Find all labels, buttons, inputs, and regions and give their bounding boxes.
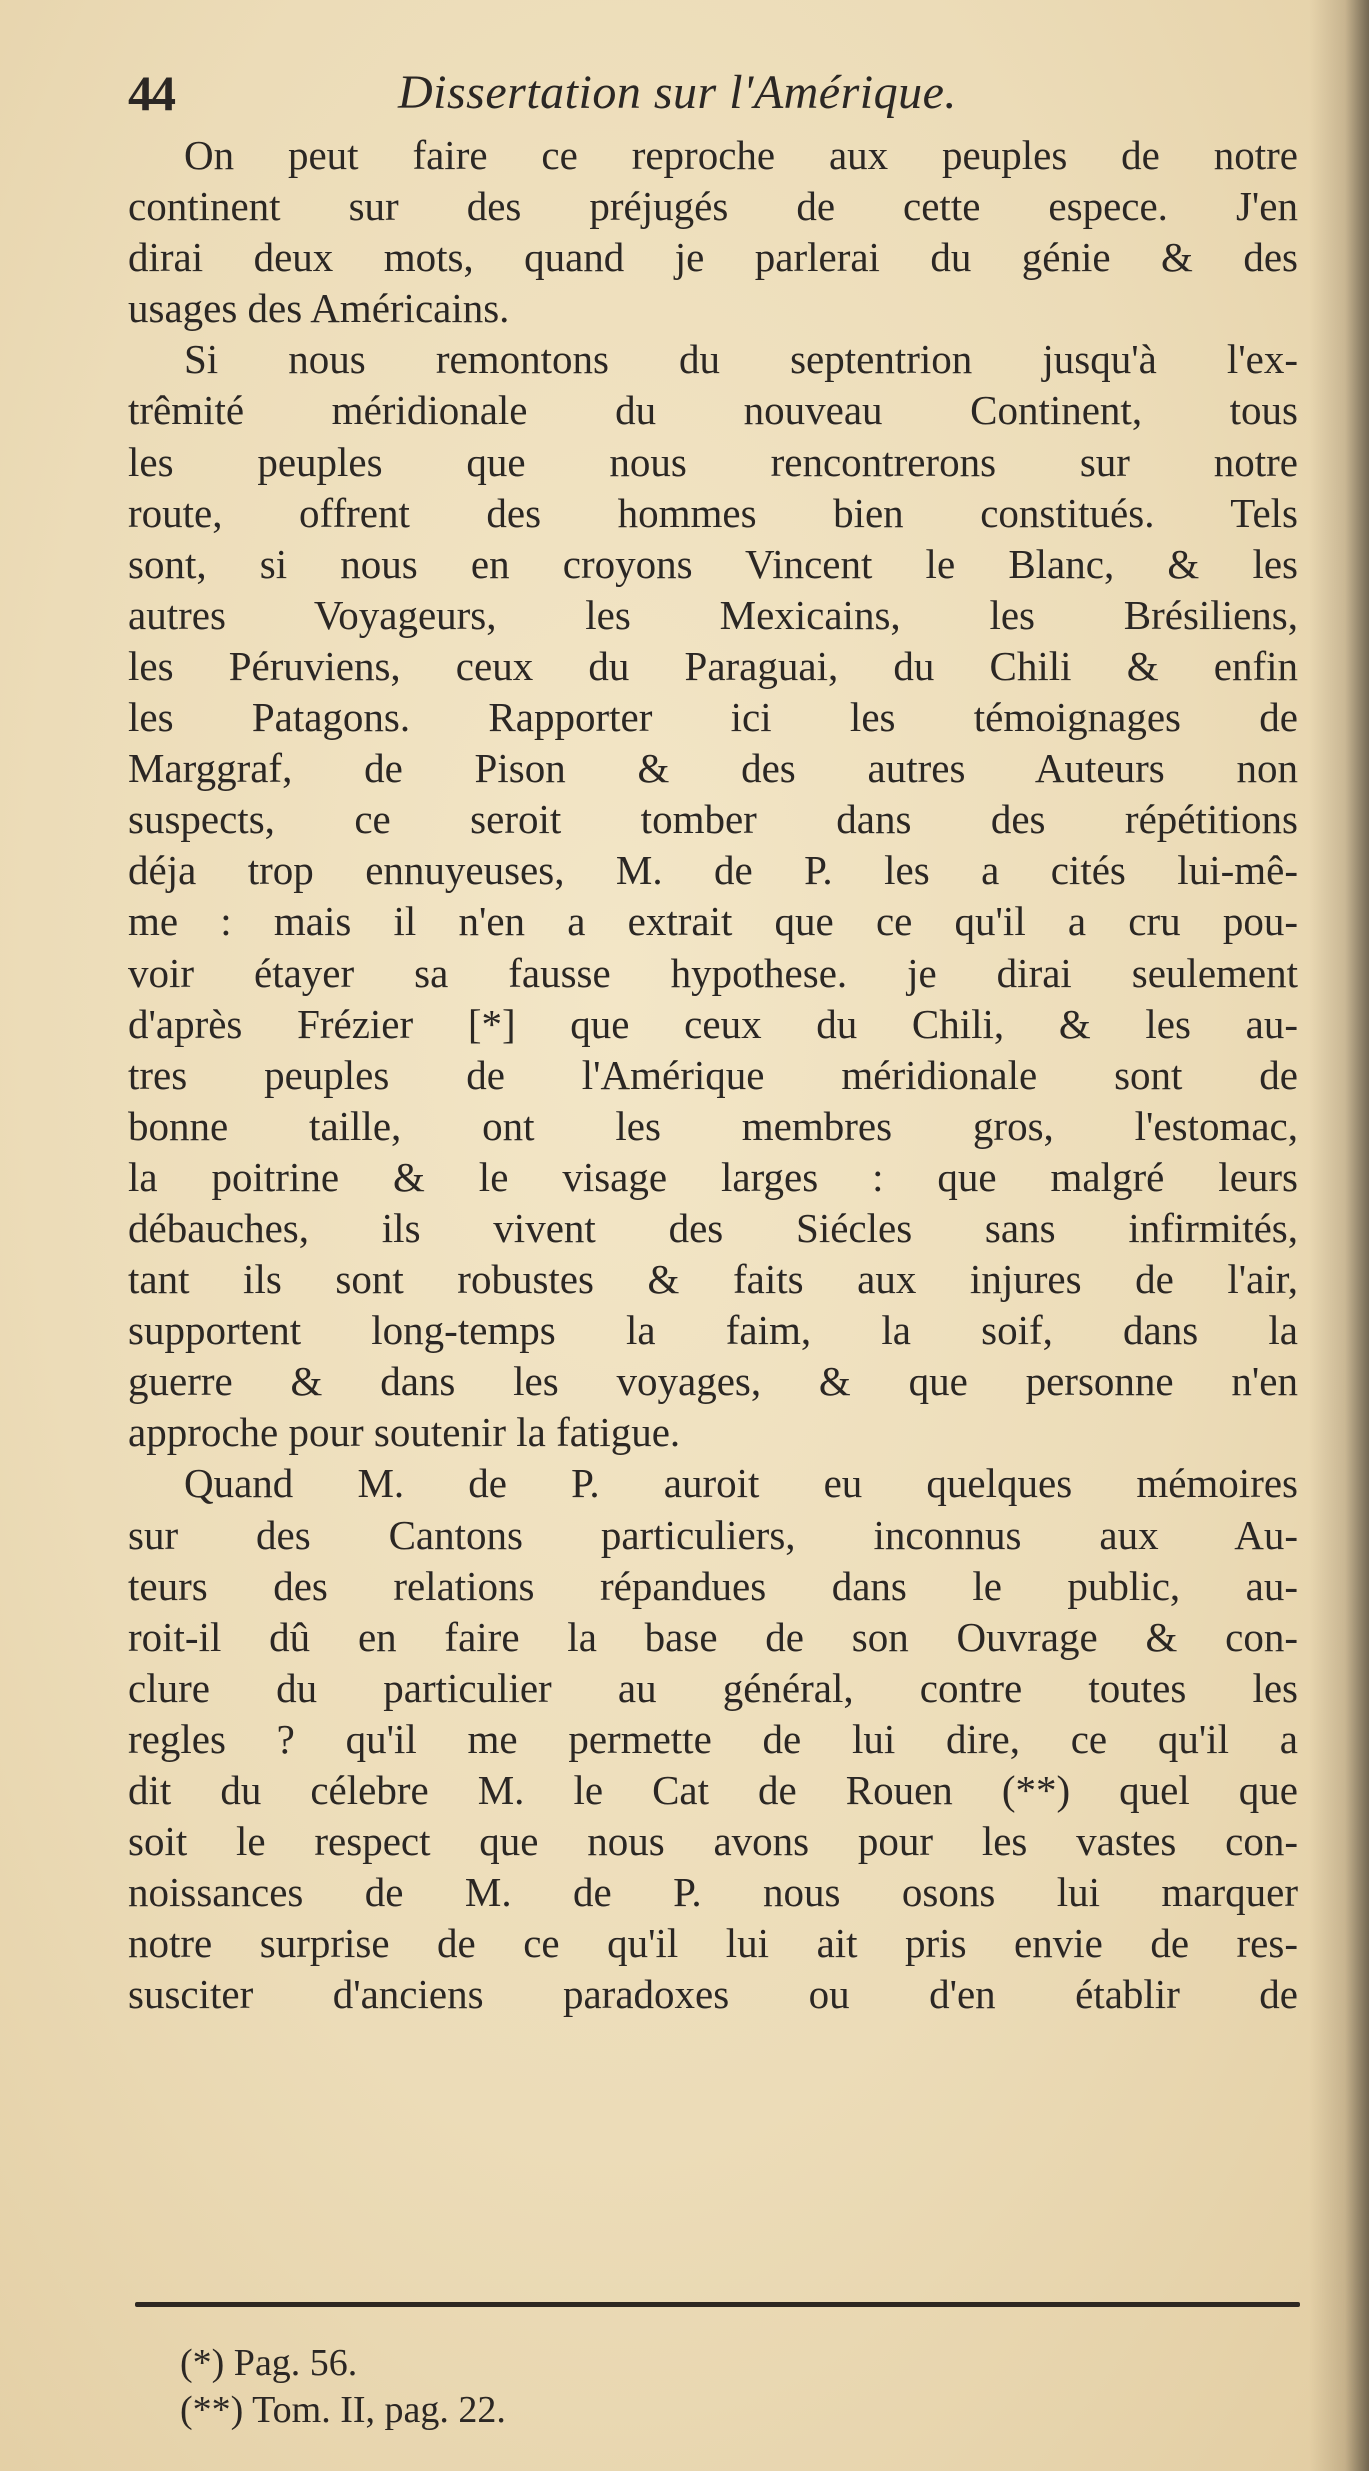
footnote-rule (135, 2302, 1300, 2307)
text-line: les Patagons. Rapporter ici les témoignages de (128, 694, 1298, 741)
text-line: guerre & dans les voyages, & que personne n'en (128, 1358, 1298, 1405)
text-line: voir étayer sa fausse hypothese. je dirai seulement (128, 949, 1298, 996)
text-line: autres Voyageurs, les Mexicains, les Brésiliens, (128, 591, 1298, 638)
page-number: 44 (128, 65, 174, 121)
text-line: notre surprise de ce qu'il lui ait pris envie de res- (128, 1920, 1298, 1967)
text-line: me : mais il n'en a extrait que ce qu'il a cru pou- (128, 898, 1298, 945)
text-line: continent sur des préjugés de cette espece. J'en (128, 183, 1298, 230)
text-line: clure du particulier au général, contre toutes les (128, 1664, 1298, 1711)
footnote: (**) Tom. II, pag. 22. (180, 2389, 506, 2431)
text-line: approche pour soutenir la fatigue. (128, 1409, 681, 1456)
text-line: Quand M. de P. auroit eu quelques mémoires (184, 1460, 1298, 1507)
text-line: sur des Cantons particuliers, inconnus aux Au- (128, 1511, 1298, 1558)
text-line: d'après Frézier [*] que ceux du Chili, & les au- (128, 1000, 1298, 1047)
text-line: trêmité méridionale du nouveau Continent, tous (128, 387, 1298, 434)
text-line: les Péruviens, ceux du Paraguai, du Chili & enfin (128, 642, 1298, 689)
text-line: susciter d'anciens paradoxes ou d'en établir de (128, 1971, 1298, 2018)
page-header (128, 58, 1248, 128)
text-line: tant ils sont robustes & faits aux injures de l'air, (128, 1256, 1298, 1303)
text-line: regles ? qu'il me permette de lui dire, ce qu'il a (128, 1715, 1298, 1762)
text-line: Si nous remontons du septentrion jusqu'à l'ex- (184, 336, 1298, 383)
text-line: la poitrine & le visage larges : que malgré leurs (128, 1153, 1298, 1200)
running-title: Dissertation sur l'Amérique. (398, 66, 957, 119)
text-line: noissances de M. de P. nous osons lui marquer (128, 1869, 1298, 1916)
text-line: dirai deux mots, quand je parlerai du génie & des (128, 234, 1298, 281)
text-line: On peut faire ce reproche aux peuples de notre (184, 132, 1298, 178)
text-line: débauches, ils vivent des Siécles sans infirmités, (128, 1204, 1298, 1251)
footnotes (180, 2340, 506, 2434)
page-gutter-shadow (1309, 0, 1369, 2471)
text-line: route, offrent des hommes bien constitués. Tels (128, 489, 1298, 536)
text-line: usages des Américains. (128, 285, 510, 332)
text-line: supportent long-temps la faim, la soif, dans la (128, 1307, 1298, 1354)
text-line: les peuples que nous rencontrerons sur notre (128, 438, 1298, 485)
footnote: (*) Pag. 56. (180, 2342, 358, 2384)
text-line: sont, si nous en croyons Vincent le Blanc, & les (128, 540, 1298, 587)
body-text (128, 130, 1298, 2020)
text-line: déja trop ennuyeuses, M. de P. les a cités lui-mê- (128, 847, 1298, 894)
text-line: roit-il dû en faire la base de son Ouvrage & con- (128, 1613, 1298, 1660)
text-line: bonne taille, ont les membres gros, l'estomac, (128, 1102, 1298, 1149)
text-line: Marggraf, de Pison & des autres Auteurs non (128, 745, 1298, 792)
text-line: tres peuples de l'Amérique méridionale sont de (128, 1051, 1298, 1098)
text-line: dit du célebre M. le Cat de Rouen (**) quel que (128, 1767, 1298, 1813)
text-line: soit le respect que nous avons pour les vastes con- (128, 1818, 1298, 1865)
text-line: teurs des relations répandues dans le public, au- (128, 1562, 1298, 1609)
text-line: suspects, ce seroit tomber dans des répétitions (128, 796, 1298, 843)
